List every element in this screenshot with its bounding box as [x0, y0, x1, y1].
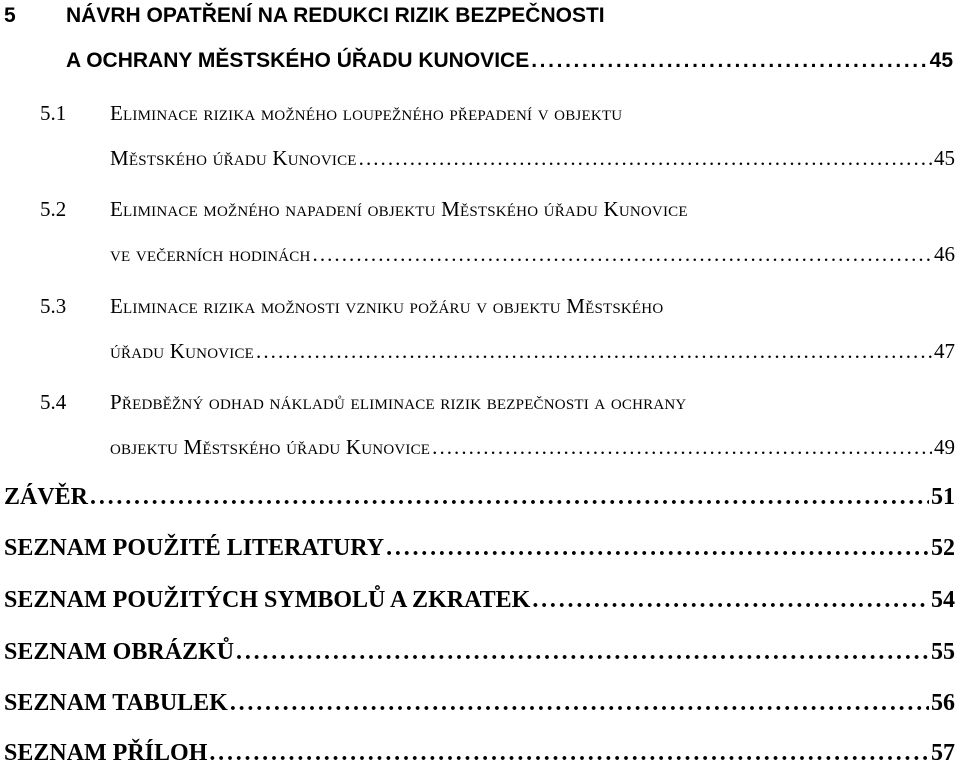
toc-entry-tabulky[interactable]: [4, 690, 955, 717]
toc-page-number: 52: [931, 535, 955, 561]
toc-entry-title: ZÁVĚR: [4, 484, 89, 510]
toc-entry-title: Předběžný odhad nákladů eliminace rizik bezpečnosti a ochrany: [110, 390, 687, 414]
toc-entry-number: 5.3: [40, 294, 67, 318]
toc-page-number: 56: [931, 690, 955, 716]
toc-entry-number: 5.4: [40, 390, 67, 414]
toc-page-number: 55: [931, 639, 955, 665]
toc-entry-literatura[interactable]: [4, 535, 955, 562]
toc-entry-number: 5: [4, 4, 16, 27]
dot-leader: [209, 740, 929, 767]
toc-entry-title: Městského úřadu Kunovice: [110, 146, 357, 170]
dot-leader: [532, 587, 929, 614]
toc-entry-title: úřadu Kunovice: [110, 339, 255, 363]
toc-page-number: 51: [931, 484, 955, 510]
toc-entry-title: Eliminace možného napadení objektu Městského úřadu Kunovice: [110, 197, 688, 221]
toc-entry-number: 5.2: [40, 197, 67, 221]
dot-leader: [236, 639, 929, 666]
dot-leader: [432, 435, 932, 460]
toc-page-number: 49: [934, 435, 955, 459]
toc-entry-title: Eliminace rizika možného loupežného přepadení v objektu: [110, 101, 623, 125]
toc-entry-title: SEZNAM PŘÍLOH: [4, 740, 208, 766]
toc-page-number: 45: [929, 49, 953, 72]
toc-entry-title: objektu Městského úřadu Kunovice: [110, 435, 431, 459]
toc-entry-title: SEZNAM POUŽITÝCH SYMBOLŮ A ZKRATEK: [4, 587, 531, 613]
toc-entry-obrazky[interactable]: [4, 639, 955, 666]
toc-entry-title: SEZNAM OBRÁZKŮ: [4, 639, 235, 665]
dot-leader: [256, 339, 932, 364]
toc-entry-title: ve večerních hodinách: [110, 242, 311, 266]
dot-leader: [313, 242, 932, 267]
toc-entry-number: 5.1: [40, 101, 67, 125]
toc-entry-title: Eliminace rizika možnosti vzniku požáru v objektu Městského: [110, 294, 664, 318]
toc-page-number: 46: [934, 242, 955, 266]
dot-leader: [531, 49, 927, 73]
toc-page-number: 54: [931, 587, 955, 613]
dot-leader: [90, 484, 929, 511]
toc-entry-title: SEZNAM POUŽITÉ LITERATURY: [4, 535, 385, 561]
toc-page-number: 47: [934, 339, 955, 363]
dot-leader: [359, 146, 932, 171]
toc-page-number: 57: [931, 740, 955, 766]
toc-entry-symboly[interactable]: [4, 587, 955, 614]
toc-entry-title: SEZNAM TABULEK: [4, 690, 228, 716]
toc-entry-title: NÁVRH OPATŘENÍ NA REDUKCI RIZIK BEZPEČNOSTI: [66, 4, 605, 27]
toc-entry-prilohy[interactable]: [4, 740, 955, 767]
toc-entry-title: A OCHRANY MĚSTSKÉHO ÚŘADU KUNOVICE: [66, 49, 530, 72]
dot-leader: [386, 535, 929, 562]
toc-entry-zaver[interactable]: [4, 484, 955, 511]
dot-leader: [230, 690, 929, 717]
toc-page-number: 45: [934, 146, 955, 170]
